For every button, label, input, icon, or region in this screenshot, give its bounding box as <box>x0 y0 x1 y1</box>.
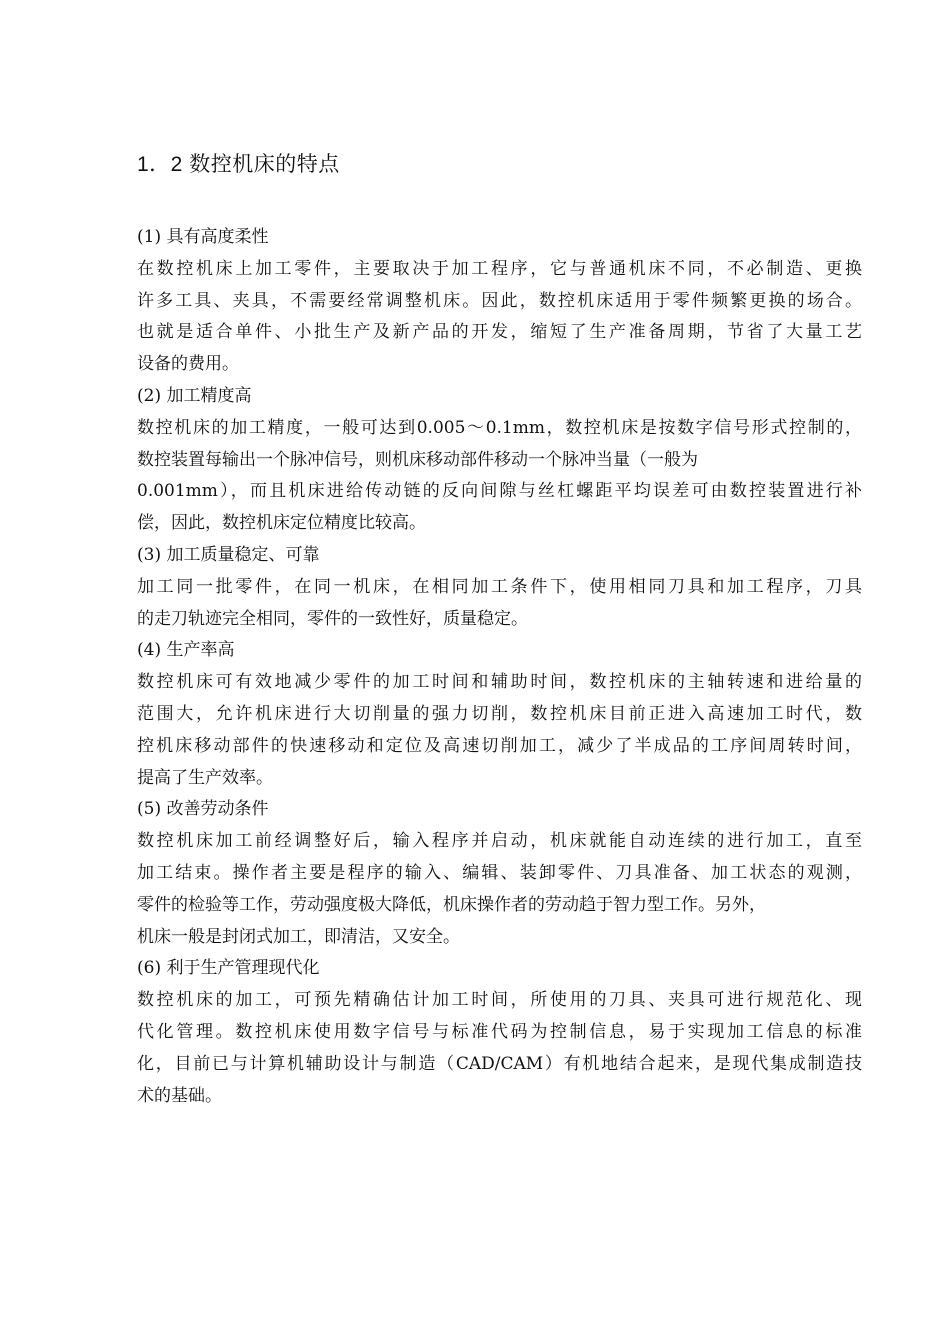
section-body <box>137 222 862 1112</box>
paragraph-line: 提高了生产效率。 <box>137 767 273 788</box>
paragraph-line: 数控机床可有效地减少零件的加工时间和辅助时间，数控机床的主轴转速和进给量的 <box>137 672 862 693</box>
paragraph-line: 术的基础。 <box>137 1085 222 1106</box>
paragraph-line: 控机床移动部件的快速移动和定位及高速切削加工，减少了半成品的工序间周转时间， <box>137 735 862 756</box>
paragraph-line: 许多工具、夹具，不需要经常调整机床。因此，数控机床适用于零件频繁更换的场合。 <box>137 290 862 311</box>
paragraph-line: 范围大，允许机床进行大切削量的强力切削，数控机床目前正进入高速加工时代，数 <box>137 703 862 724</box>
point-4 <box>137 635 862 794</box>
point-heading: (2) 加工精度高 <box>137 385 252 406</box>
paragraph-line: 化，目前已与计算机辅助设计与制造（CAD/CAM）有机地结合起来，是现代集成制造技 <box>137 1053 862 1074</box>
point-heading: (5) 改善劳动条件 <box>137 799 269 820</box>
paragraph-line: 也就是适合单件、小批生产及新产品的开发，缩短了生产准备周期，节省了大量工艺 <box>137 322 862 343</box>
paragraph-line: 0.001mm），而且机床进给传动链的反向间隙与丝杠螺距平均误差可由数控装置进行补 <box>137 481 862 502</box>
paragraph-line: 的走刀轨迹完全相同，零件的一致性好，质量稳定。 <box>137 608 528 629</box>
paragraph-line: 加工同一批零件，在同一机床，在相同加工条件下，使用相同刀具和加工程序，刀具 <box>137 576 862 597</box>
paragraph-line: 数控机床加工前经调整好后，输入程序并启动，机床就能自动连续的进行加工，直至 <box>137 831 862 852</box>
point-1 <box>137 222 862 381</box>
point-5 <box>137 794 862 953</box>
paragraph-line: 偿，因此，数控机床定位精度比较高。 <box>137 513 426 534</box>
section-title: 1．2 数控机床的特点 <box>137 153 340 176</box>
paragraph-line: 零件的检验等工作，劳动强度极大降低，机床操作者的劳动趋于智力型工作。另外， <box>137 894 766 915</box>
paragraph-line: 代化管理。数控机床使用数字信号与标准代码为控制信息，易于实现加工信息的标准 <box>137 1021 862 1042</box>
paragraph-line: 加工结束。操作者主要是程序的输入、编辑、装卸零件、刀具准备、加工状态的观测， <box>137 862 862 883</box>
point-3 <box>137 540 862 635</box>
point-6 <box>137 953 862 1112</box>
paragraph-line: 数控机床的加工精度，一般可达到0.005～0.1mm，数控机床是按数字信号形式控制的， <box>137 417 862 438</box>
point-heading: (3) 加工质量稳定、可靠 <box>137 544 320 565</box>
paragraph-line: 机床一般是封闭式加工，即清洁，又安全。 <box>137 926 460 947</box>
point-heading: (4) 生产率高 <box>137 640 235 661</box>
paragraph-line: 设备的费用。 <box>137 354 239 375</box>
point-2 <box>137 381 862 540</box>
point-heading: (1) 具有高度柔性 <box>137 227 269 247</box>
paragraph-line: 在数控机床上加工零件，主要取决于加工程序，它与普通机床不同，不必制造、更换 <box>137 258 862 279</box>
paragraph-line: 数控装置每输出一个脉冲信号，则机床移动部件移动一个脉冲当量（一般为 <box>137 449 698 470</box>
paragraph-line: 数控机床的加工，可预先精确估计加工时间，所使用的刀具、夹具可进行规范化、现 <box>137 990 862 1011</box>
point-heading: (6) 利于生产管理现代化 <box>137 958 320 979</box>
